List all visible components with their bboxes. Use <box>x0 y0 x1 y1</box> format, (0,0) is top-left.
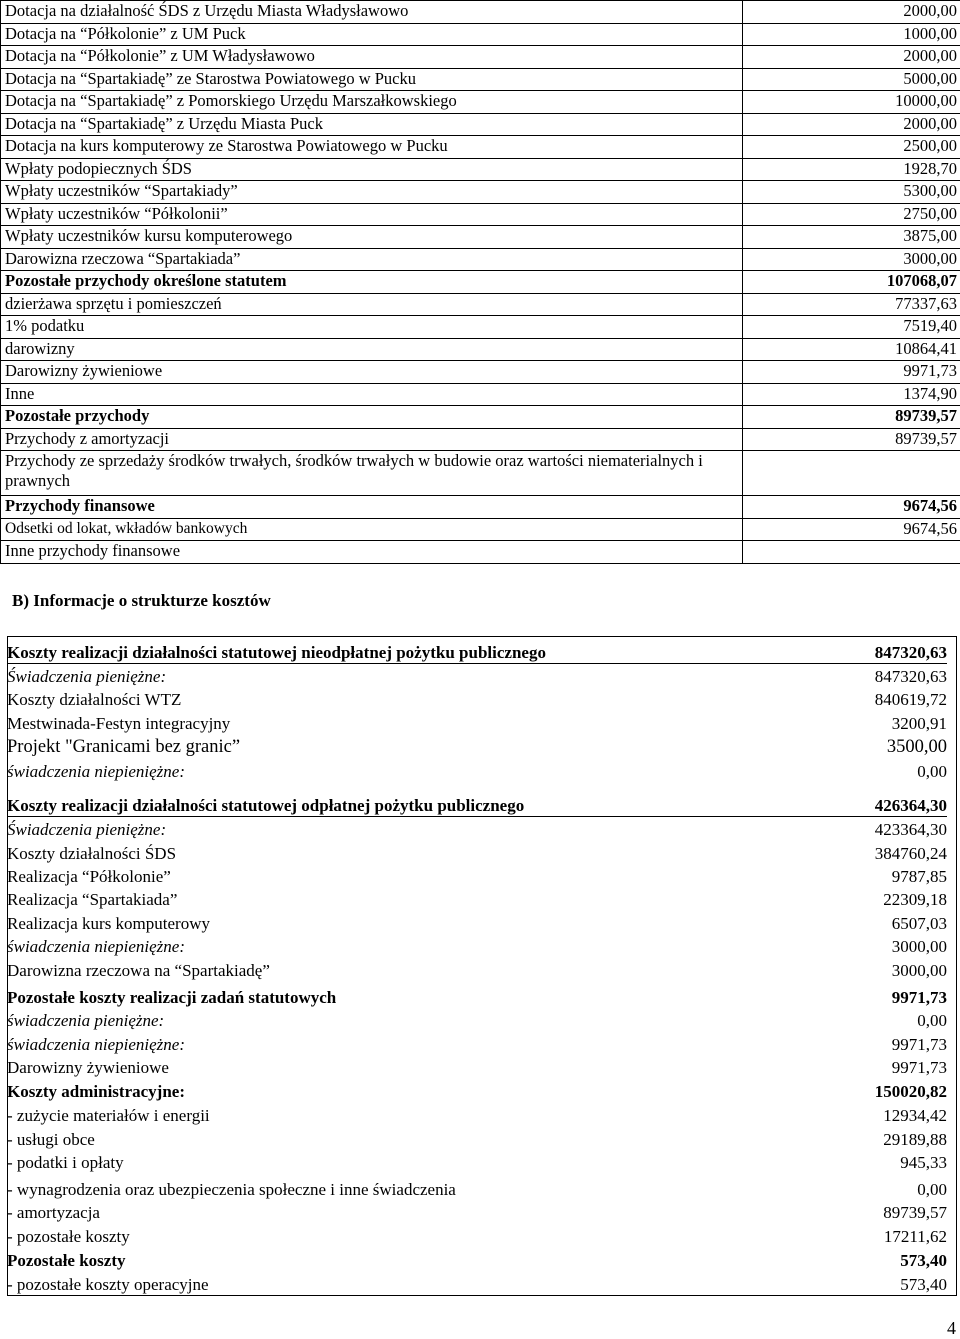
cost-row <box>7 1224 947 1247</box>
cost-value: 3000,00 <box>892 937 947 957</box>
cost-label: Koszty działalności ŚDS <box>7 844 176 864</box>
cost-value: 9971,73 <box>892 1035 947 1055</box>
cost-row <box>7 887 947 910</box>
cost-value: 573,40 <box>900 1251 947 1271</box>
cost-row <box>7 711 947 734</box>
income-row <box>1 248 960 271</box>
cost-row <box>7 1055 947 1078</box>
income-label: Przychody z amortyzacji <box>1 428 743 451</box>
cost-row <box>7 985 947 1008</box>
cost-label: - amortyzacja <box>7 1203 100 1223</box>
income-label: Wpłaty uczestników “Spartakiady” <box>1 181 743 204</box>
income-label: Inne <box>1 383 743 406</box>
income-label: Dotacja na działalność ŚDS z Urzędu Miasta Władysławowo <box>1 1 743 24</box>
income-row <box>1 91 960 114</box>
income-row <box>1 271 960 294</box>
income-value: 7519,40 <box>743 316 960 339</box>
cost-label: Realizacja kurs komputerowy <box>7 914 210 934</box>
income-row <box>1 46 960 69</box>
cost-label: Mestwinada-Festyn integracyjny <box>7 714 230 734</box>
cost-row <box>7 911 947 934</box>
cost-label: - wynagrodzenia oraz ubezpieczenia społeczne i inne świadczenia <box>7 1180 456 1200</box>
income-label: Wpłaty uczestników “Półkolonii” <box>1 203 743 226</box>
income-row <box>1 338 960 361</box>
cost-row <box>7 664 947 687</box>
income-value: 10000,00 <box>743 91 960 114</box>
income-value: 9674,56 <box>743 496 960 519</box>
cost-value: 426364,30 <box>875 796 947 816</box>
cost-label: Darowizna rzeczowa na “Spartakiadę” <box>7 961 270 981</box>
income-row <box>1 136 960 159</box>
cost-label: - pozostałe koszty <box>7 1227 130 1247</box>
income-label: Dotacja na “Półkolonie” z UM Władysławowo <box>1 46 743 69</box>
cost-value: 840619,72 <box>875 690 947 710</box>
income-row <box>1 226 960 249</box>
cost-value: 3000,00 <box>892 961 947 981</box>
income-row <box>1 451 960 496</box>
cost-row <box>7 1177 947 1200</box>
income-row <box>1 383 960 406</box>
cost-label: Pozostałe koszty realizacji zadań statutowych <box>7 988 336 1008</box>
income-row <box>1 203 960 226</box>
cost-value: 9787,85 <box>892 867 947 887</box>
cost-label: Projekt "Granicami bez granic” <box>7 737 240 757</box>
cost-row <box>7 734 947 757</box>
cost-label: - podatki i opłaty <box>7 1153 124 1173</box>
section-b-heading: B) Informacje o strukturze kosztów <box>12 591 271 611</box>
income-value: 2000,00 <box>743 113 960 136</box>
income-label: Darowizna rzeczowa “Spartakiada” <box>1 248 743 271</box>
cost-label: Koszty realizacji działalności statutowej odpłatnej pożytku publicznego <box>7 796 524 816</box>
cost-value: 0,00 <box>917 1180 947 1200</box>
income-label: Dotacja na “Spartakiadę” ze Starostwa Powiatowego w Pucku <box>1 68 743 91</box>
cost-row <box>7 1200 947 1223</box>
cost-row <box>7 1032 947 1055</box>
cost-label: Realizacja “Półkolonie” <box>7 867 171 887</box>
cost-label: Koszty działalności WTZ <box>7 690 181 710</box>
cost-value: 9971,73 <box>892 988 947 1008</box>
income-row <box>1 541 960 564</box>
income-label: dzierżawa sprzętu i pomieszczeń <box>1 293 743 316</box>
income-label: Wpłaty uczestników kursu komputerowego <box>1 226 743 249</box>
income-row <box>1 316 960 339</box>
cost-label: - zużycie materiałów i energii <box>7 1106 210 1126</box>
cost-row <box>7 934 947 957</box>
income-value: 2000,00 <box>743 46 960 69</box>
cost-label: świadczenia pieniężne: <box>7 1011 164 1031</box>
income-value: 5000,00 <box>743 68 960 91</box>
cost-row <box>7 759 947 782</box>
income-row <box>1 496 960 519</box>
income-value: 9971,73 <box>743 361 960 384</box>
income-row <box>1 158 960 181</box>
income-value <box>743 541 960 564</box>
cost-value: 3200,91 <box>892 714 947 734</box>
income-label: Dotacja na kurs komputerowy ze Starostwa Powiatowego w Pucku <box>1 136 743 159</box>
income-label: Inne przychody finansowe <box>1 541 743 564</box>
income-label: darowizny <box>1 338 743 361</box>
income-value: 2000,00 <box>743 1 960 24</box>
cost-label: Darowizny żywieniowe <box>7 1058 169 1078</box>
cost-row <box>7 1127 947 1150</box>
cost-value: 9971,73 <box>892 1058 947 1078</box>
income-value <box>743 451 960 496</box>
income-value: 89739,57 <box>743 428 960 451</box>
income-label: Dotacja na “Spartakiadę” z Pomorskiego Urzędu Marszałkowskiego <box>1 91 743 114</box>
income-value: 107068,07 <box>743 271 960 294</box>
cost-value: 12934,42 <box>883 1106 947 1126</box>
page-number: 4 <box>947 1318 956 1339</box>
cost-value: 847320,63 <box>875 643 947 663</box>
income-label: Dotacja na “Spartakiadę” z Urzędu Miasta Puck <box>1 113 743 136</box>
income-value: 1928,70 <box>743 158 960 181</box>
cost-value: 945,33 <box>900 1153 947 1173</box>
income-label: Odsetki od lokat, wkładów bankowych <box>1 518 743 541</box>
cost-value: 384760,24 <box>875 844 947 864</box>
income-value: 3000,00 <box>743 248 960 271</box>
income-row <box>1 181 960 204</box>
income-label: Wpłaty podopiecznych ŚDS <box>1 158 743 181</box>
cost-row <box>7 958 947 981</box>
cost-label: świadczenia niepieniężne: <box>7 937 185 957</box>
cost-value: 89739,57 <box>883 1203 947 1223</box>
income-label: Pozostałe przychody <box>1 406 743 429</box>
cost-row <box>7 1103 947 1126</box>
cost-label: Realizacja “Spartakiada” <box>7 890 177 910</box>
income-label: Pozostałe przychody określone statutem <box>1 271 743 294</box>
income-row <box>1 1 960 24</box>
income-row <box>1 428 960 451</box>
income-row <box>1 113 960 136</box>
cost-value: 573,40 <box>900 1275 947 1295</box>
income-value: 3875,00 <box>743 226 960 249</box>
income-value: 2750,00 <box>743 203 960 226</box>
cost-label: - usługi obce <box>7 1130 95 1150</box>
income-label: Przychody ze sprzedaży środków trwałych, środków trwałych w budowie oraz wartości niematerialnych i prawnych <box>1 451 743 496</box>
cost-label: Koszty realizacji działalności statutowej nieodpłatnej pożytku publicznego <box>7 643 546 663</box>
income-label: 1% podatku <box>1 316 743 339</box>
cost-value: 6507,03 <box>892 914 947 934</box>
income-row <box>1 68 960 91</box>
income-value: 77337,63 <box>743 293 960 316</box>
cost-row <box>7 864 947 887</box>
cost-label: - pozostałe koszty operacyjne <box>7 1275 209 1295</box>
cost-value: 0,00 <box>917 1011 947 1031</box>
cost-label: Pozostałe koszty <box>7 1251 126 1271</box>
cost-row <box>7 1079 947 1102</box>
cost-row <box>7 1008 947 1031</box>
income-label: Dotacja na “Półkolonie” z UM Puck <box>1 23 743 46</box>
cost-value: 29189,88 <box>883 1130 947 1150</box>
income-row <box>1 518 960 541</box>
cost-value: 150020,82 <box>875 1082 947 1102</box>
cost-row <box>7 794 947 817</box>
income-row <box>1 23 960 46</box>
income-label: Przychody finansowe <box>1 496 743 519</box>
income-label: Darowizny żywieniowe <box>1 361 743 384</box>
cost-value: 423364,30 <box>875 820 947 840</box>
cost-value: 0,00 <box>917 762 947 782</box>
income-value: 10864,41 <box>743 338 960 361</box>
cost-row <box>7 1272 947 1295</box>
cost-row <box>7 1248 947 1271</box>
income-table <box>0 0 960 564</box>
income-value: 9674,56 <box>743 518 960 541</box>
cost-label: Koszty administracyjne: <box>7 1082 185 1102</box>
income-row <box>1 361 960 384</box>
cost-label: Świadczenia pieniężne: <box>7 667 166 687</box>
cost-label: Świadczenia pieniężne: <box>7 820 166 840</box>
cost-row <box>7 841 947 864</box>
cost-label: świadczenia niepieniężne: <box>7 762 185 782</box>
cost-value: 22309,18 <box>883 890 947 910</box>
cost-row <box>7 687 947 710</box>
income-value: 1374,90 <box>743 383 960 406</box>
income-row <box>1 406 960 429</box>
cost-value: 3500,00 <box>887 737 947 757</box>
income-value: 89739,57 <box>743 406 960 429</box>
income-value: 2500,00 <box>743 136 960 159</box>
cost-label: świadczenia niepieniężne: <box>7 1035 185 1055</box>
cost-row <box>7 1150 947 1173</box>
cost-value: 17211,62 <box>884 1227 947 1247</box>
cost-value: 847320,63 <box>875 667 947 687</box>
cost-row <box>7 817 947 840</box>
income-value: 5300,00 <box>743 181 960 204</box>
income-row <box>1 293 960 316</box>
cost-row <box>7 641 947 664</box>
income-value: 1000,00 <box>743 23 960 46</box>
